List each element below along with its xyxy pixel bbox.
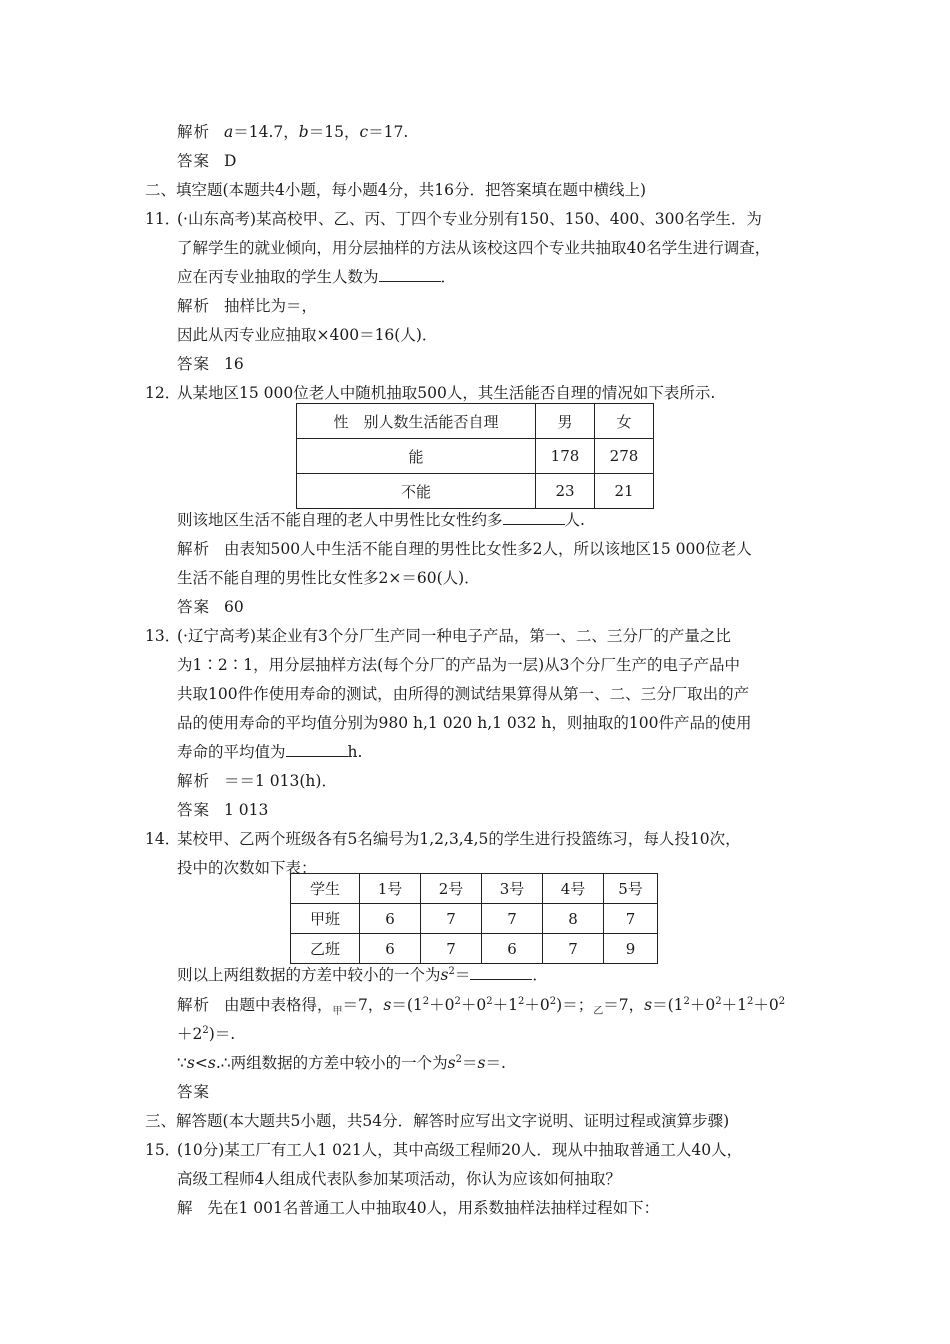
table-cell: 乙班 xyxy=(291,934,360,964)
table-cell: 能 xyxy=(297,439,536,474)
question-number: 13． xyxy=(145,627,181,645)
table-cell: 278 xyxy=(595,439,654,474)
question-text: 了解学生的就业倾向，用分层抽样的方法从该校这四个专业共抽取40名学生进行调查， xyxy=(177,239,771,257)
data-table xyxy=(290,873,658,964)
answer-line: 答案 xyxy=(177,1083,211,1101)
question-text: (10分)某工厂有工人1 021人，其中高级工程师20人．现从中抽取普通工人40人， xyxy=(177,1141,743,1159)
table-cell: 21 xyxy=(595,474,654,509)
solution-line: 解析 a＝14.7，b＝15，c＝17. xyxy=(177,123,409,141)
table-cell: 8 xyxy=(543,904,604,934)
table-cell: 7 xyxy=(543,934,604,964)
data-table xyxy=(296,403,654,509)
solution-text: a＝14.7，b＝15，c＝17. xyxy=(224,123,409,141)
question-text: (·辽宁高考)某企业有3个分厂生产同一种电子产品，第一、二、三分厂的产量之比 xyxy=(177,627,731,645)
table-header-cell: 学生 xyxy=(291,874,360,904)
solution-line: 解析 ＝＝1 013(h)． xyxy=(177,772,337,790)
table-cell: 6 xyxy=(360,904,421,934)
table-row xyxy=(291,874,658,904)
question-text: 共取100件作使用寿命的测试，由所得的测试结果算得从第一、二、三分厂取出的产 xyxy=(177,685,750,703)
table-cell: 甲班 xyxy=(291,904,360,934)
solution-line: 解 先在1 001名普通工人中抽取40人，用系数抽样法抽样过程如下： xyxy=(177,1199,660,1217)
question-number: 14． xyxy=(145,830,181,848)
table-row xyxy=(291,904,658,934)
question-text: 某校甲、乙两个班级各有5名编号为1,2,3,4,5的学生进行投篮练习，每人投10次， xyxy=(177,830,741,848)
table-header-cell: 女 xyxy=(595,404,654,439)
section-heading: 三、解答题(本大题共5小题，共54分．解答时应写出文字说明、证明过程或演算步骤) xyxy=(145,1112,730,1130)
question-text: 则以上两组数据的方差中较小的一个为$s^2=$ ． xyxy=(177,966,548,984)
table-cell: 7 xyxy=(421,934,482,964)
table-row xyxy=(297,439,654,474)
table-cell: 不能 xyxy=(297,474,536,509)
answer-blank xyxy=(503,510,565,525)
table-cell: 7 xyxy=(604,904,658,934)
question-text: 为1∶2∶1，用分层抽样方法(每个分厂的产品为一层)从3个分厂生产的电子产品中 xyxy=(177,656,741,674)
solution-line: ∵s<s.∴两组数据的方差中较小的一个为$s^2=s=$. xyxy=(177,1054,506,1072)
question-text: (·山东高考)某高校甲、乙、丙、丁四个专业分别有150、150、400、300名学生．为 xyxy=(177,210,762,228)
table-header-cell: 男 xyxy=(536,404,595,439)
solution-line: 因此从丙专业应抽取×400＝16(人)． xyxy=(177,326,438,344)
question-text: 则该地区生活不能自理的老人中男性比女性约多 人. xyxy=(177,511,585,529)
solution-line: 解析 由题中表格得，$_甲$＝7，$s=(1^2+0^2+0^2+1^2+0^2)=$；$_乙$＝7，$s=(1^2+0^2+1^2+0^2$ xyxy=(177,996,786,1018)
question-number: 12． xyxy=(145,384,181,402)
table-header-cell: 5号 xyxy=(604,874,658,904)
question-text: 寿命的平均值为 h. xyxy=(177,743,363,761)
table-cell: 6 xyxy=(482,934,543,964)
section-heading: 二、填空题(本题共4小题，每小题4分，共16分．把答案填在题中横线上) xyxy=(145,181,647,199)
question-text: 从某地区15 000位老人中随机抽取500人，其生活能否自理的情况如下表所示. xyxy=(177,384,716,402)
answer-blank xyxy=(286,742,348,757)
answer-line: 答案 D xyxy=(177,152,237,170)
solution-line: $+2^2)=$. xyxy=(177,1025,236,1043)
solution-line: 解析 抽样比为＝， xyxy=(177,297,318,315)
answer-line: 答案 16 xyxy=(177,355,244,373)
table-row xyxy=(297,404,654,439)
table-cell: 23 xyxy=(536,474,595,509)
table-row xyxy=(297,474,654,509)
table-cell: 7 xyxy=(421,904,482,934)
table-header-cell: 3号 xyxy=(482,874,543,904)
answer-blank xyxy=(470,965,532,980)
question-text: 品的使用寿命的平均值分别为980 h,1 020 h,1 032 h，则抽取的100件产品的使用 xyxy=(177,714,752,732)
table-cell: 6 xyxy=(360,934,421,964)
answer-line: 答案 1 013 xyxy=(177,801,269,819)
solution-line: 解析 由表知500人中生活不能自理的男性比女性多2人，所以该地区15 000位老人 xyxy=(177,540,752,558)
table-cell: 7 xyxy=(482,904,543,934)
answer-blank xyxy=(379,267,441,282)
table-header-cell: 2号 xyxy=(421,874,482,904)
question-number: 15． xyxy=(145,1141,181,1159)
table-row xyxy=(291,934,658,964)
table-header-cell: 1号 xyxy=(360,874,421,904)
table-header-cell: 性 别人数生活能否自理 xyxy=(297,404,536,439)
answer-line: 答案 60 xyxy=(177,598,244,616)
table-header-cell: 4号 xyxy=(543,874,604,904)
question-text: 投中的次数如下表： xyxy=(177,859,317,877)
table-cell: 178 xyxy=(536,439,595,474)
question-number: 11． xyxy=(145,210,181,228)
solution-line: 生活不能自理的男性比女性多2×＝60(人)． xyxy=(177,569,480,587)
question-text: 高级工程师4人组成代表队参加某项活动，你认为应该如何抽取？ xyxy=(177,1170,621,1188)
table-cell: 9 xyxy=(604,934,658,964)
question-text: 应在丙专业抽取的学生人数为 ． xyxy=(177,268,457,286)
